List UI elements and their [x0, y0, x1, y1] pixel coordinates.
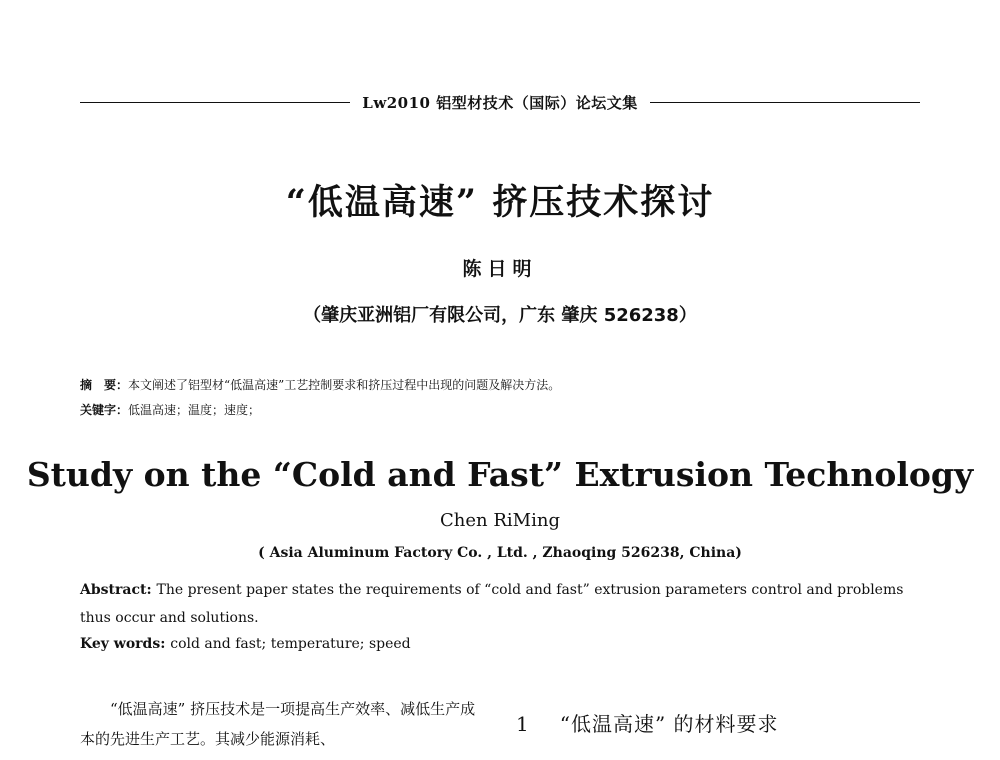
chinese-keywords-text: 低温高速；温度；速度；: [128, 403, 261, 417]
english-keywords-text: cold and fast; temperature; speed: [170, 636, 411, 652]
chinese-author: 陈日明: [462, 258, 538, 280]
english-abstract: [80, 576, 920, 632]
chinese-abstract: [80, 376, 920, 393]
body-column: [80, 694, 490, 754]
english-keywords-label: Key words:: [80, 636, 171, 652]
english-author: Chen RiMing: [440, 510, 560, 531]
english-abstract-text: The present paper states the requirements of “cold and fast” extrusion parameters control and problems thus occur and solutions.: [80, 582, 904, 626]
chinese-keywords: [80, 401, 920, 418]
chinese-title: “低温高速” 挤压技术探讨: [285, 182, 715, 223]
header-text: Lw2010 铝型材技术（国际）论坛文集: [362, 94, 638, 112]
chinese-abstract-text: 本文阐述了铝型材“低温高速”工艺控制要求和挤压过程中出现的问题及解决方法。: [128, 378, 561, 392]
english-abstract-label: Abstract:: [80, 582, 157, 598]
body-paragraph: “低温高速” 挤压技术是一项提高生产效率、减低生产成本的先进生产工艺。其减少能源消耗、: [80, 700, 476, 748]
english-affiliation: ( Asia Aluminum Factory Co. , Ltd. , Zhaoqing 526238, China): [258, 545, 742, 561]
section-title: “低温高速” 的材料要求: [559, 712, 779, 736]
header-rule-left: [80, 102, 350, 103]
chinese-keywords-label: 关键字：: [80, 403, 129, 417]
section-heading: [516, 708, 779, 737]
header-rule-right: [650, 102, 920, 103]
running-header: [80, 92, 920, 113]
english-title: Study on the “Cold and Fast” Extrusion Technology: [26, 455, 974, 494]
section-number: 1: [516, 712, 530, 736]
chinese-abstract-label: 摘 要：: [80, 378, 129, 392]
english-keywords: [80, 636, 920, 652]
chinese-affiliation: （肇庆亚洲铝厂有限公司，广东 肇庆 526238）: [303, 305, 697, 326]
